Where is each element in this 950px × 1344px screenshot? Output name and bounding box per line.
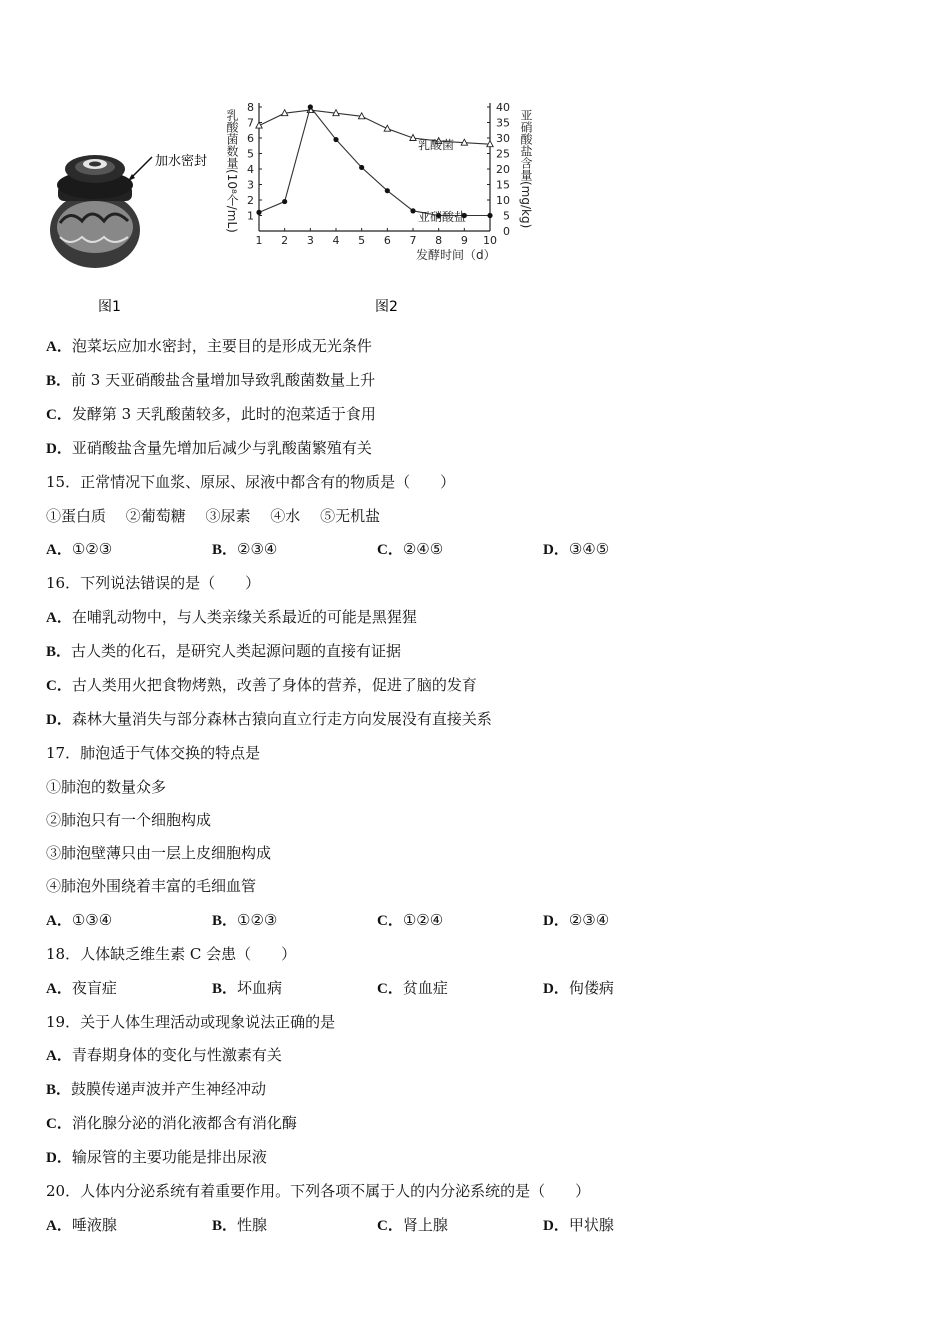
q20-option-d: D．甲状腺 [543, 1216, 614, 1234]
x-tick-label: 9 [460, 234, 468, 247]
option-label: D． [46, 441, 72, 457]
right-y-tick-label: 15 [496, 178, 510, 192]
nitrite-point [359, 165, 364, 170]
q15-items: ①蛋白质 ②葡萄糖 ③尿素 ④水 ⑤无机盐 [46, 507, 381, 525]
series-label-nitrite: 亚硝酸盐 [418, 210, 467, 224]
x-tick-label: 1 [255, 234, 263, 247]
fig1-label: 图1 [98, 299, 121, 315]
series-line-bacteria [259, 110, 490, 144]
option-text: 前 3 天亚硝酸盐含量增加导致乳酸菌数量上升 [71, 371, 376, 389]
q14-option-c [46, 404, 376, 425]
left-y-tick-label: 4 [247, 163, 254, 176]
option-text: 泡菜坛应加水密封，主要目的是形成无光条件 [71, 337, 372, 355]
right-y-tick-label: 10 [496, 194, 510, 207]
q16-option-b: B．古人类的化石，是研究人类起源问题的直接有证据 [46, 642, 402, 660]
fig2-label: 图2 [375, 299, 398, 315]
q17-option-d: D．②③④ [543, 911, 610, 929]
x-tick-label: 10 [483, 234, 497, 247]
nitrite-point [308, 104, 313, 109]
fig2-chart [225, 101, 533, 262]
left-y-tick-label: 6 [247, 132, 254, 145]
left-y-tick-label: 7 [247, 116, 254, 130]
nitrite-point [282, 199, 287, 204]
left-y-tick-label: 2 [247, 194, 254, 207]
q16-stem: 16．下列说法错误的是（ ） [46, 574, 261, 592]
nitrite-point [333, 137, 338, 142]
q15-option-d: D．③④⑤ [543, 540, 610, 558]
q20-option-a: A．唾液腺 [46, 1216, 117, 1234]
nitrite-point [410, 208, 415, 213]
q18-option-a: A．夜盲症 [46, 979, 117, 997]
right-y-tick-label: 30 [496, 132, 510, 145]
q20-option-c: C．肾上腺 [377, 1216, 448, 1234]
q17-item-4: ④肺泡外围绕着丰富的毛细血管 [46, 877, 257, 895]
q17-item-1: ①肺泡的数量众多 [46, 778, 167, 796]
left-y-tick-label: 3 [247, 178, 254, 192]
x-tick-label: 4 [332, 234, 340, 247]
nitrite-point [487, 213, 492, 218]
option-text: 发酵第 3 天乳酸菌较多，此时的泡菜适于食用 [71, 405, 376, 423]
nitrite-point [385, 188, 390, 193]
q18-option-b: B．坏血病 [212, 979, 283, 997]
x-tick-label: 6 [383, 234, 391, 247]
x-tick-label: 3 [306, 234, 314, 247]
option-text: 亚硝酸盐含量先增加后减少与乳酸菌繁殖有关 [71, 439, 372, 457]
q17-option-c: C．①②④ [377, 911, 444, 929]
q17-item-3: ③肺泡壁薄只由一层上皮细胞构成 [46, 844, 272, 862]
q16-option-d: D．森林大量消失与部分森林古猿向直立行走方向发展没有直接关系 [46, 710, 492, 728]
q19-stem: 19．关于人体生理活动或现象说法正确的是 [46, 1013, 336, 1031]
option-label: B． [46, 373, 72, 389]
x-tick-label: 2 [281, 234, 289, 247]
q15-stem: 15．正常情况下血浆、原尿、尿液中都含有的物质是（ ） [46, 473, 456, 491]
q20-stem: 20．人体内分泌系统有着重要作用。下列各项不属于人的内分泌系统的是（ ） [46, 1182, 591, 1200]
q17-stem: 17．肺泡适于气体交换的特点是 [46, 744, 261, 762]
x-tick-label: 8 [435, 234, 443, 247]
q19-option-b: B．鼓膜传递声波并产生神经冲动 [46, 1080, 267, 1098]
q19-option-a: A．青春期身体的变化与性激素有关 [46, 1046, 282, 1064]
left-y-tick-label: 8 [247, 101, 254, 114]
right-y-tick-label: 20 [496, 163, 510, 176]
figure-area [40, 95, 560, 325]
q19-option-d: D．输尿管的主要功能是排出尿液 [46, 1148, 267, 1166]
left-y-axis-title: 乳酸菌数量(10⁸个/mL) [225, 109, 239, 233]
q15-option-c: C．②④⑤ [377, 540, 444, 558]
q15-option-a: A．①②③ [46, 540, 113, 558]
x-axis-title: 发酵时间（d） [416, 248, 496, 262]
right-y-axis-title: 亚硝酸盐含量(mg/kg) [519, 109, 533, 229]
q19-option-c: C．消化腺分泌的消化液都含有消化酶 [46, 1114, 297, 1132]
left-y-tick-label: 5 [247, 147, 254, 161]
q18-stem: 18．人体缺乏维生素 C 会患（ ） [46, 945, 297, 963]
right-y-tick-label: 5 [503, 209, 510, 223]
q17-option-a: A．①③④ [46, 911, 113, 929]
q16-option-c: C．古人类用火把食物烤熟，改善了身体的营养，促进了脑的发育 [46, 676, 477, 694]
pickle-jar-image [50, 155, 152, 268]
q14-option-b [46, 370, 375, 391]
q17-option-b: B．①②③ [212, 911, 278, 929]
q14-option-a [46, 336, 372, 357]
series-label-bacteria: 乳酸菌 [418, 138, 455, 152]
q18-option-d: D．佝偻病 [543, 979, 614, 997]
x-tick-label: 7 [409, 234, 417, 247]
q18-option-c: C．贫血症 [377, 979, 448, 997]
right-y-tick-label: 0 [503, 225, 510, 238]
right-y-tick-label: 40 [496, 101, 510, 114]
q17-item-2: ②肺泡只有一个细胞构成 [46, 811, 212, 829]
option-label: C． [46, 407, 72, 423]
right-y-tick-label: 25 [496, 147, 510, 161]
fig1-annotation: 加水密封 [155, 154, 208, 169]
nitrite-point [256, 210, 261, 215]
x-tick-label: 5 [358, 234, 366, 247]
left-y-tick-label: 1 [247, 209, 254, 223]
q15-option-b: B．②③④ [212, 540, 278, 558]
q14-option-d [46, 438, 372, 459]
series-line-nitrite [259, 107, 490, 216]
q20-option-b: B．性腺 [212, 1216, 268, 1234]
option-label: A． [46, 339, 72, 355]
q16-option-a: A．在哺乳动物中，与人类亲缘关系最近的可能是黑猩猩 [46, 608, 417, 626]
figure-svg [40, 95, 560, 325]
right-y-tick-label: 35 [496, 116, 510, 130]
